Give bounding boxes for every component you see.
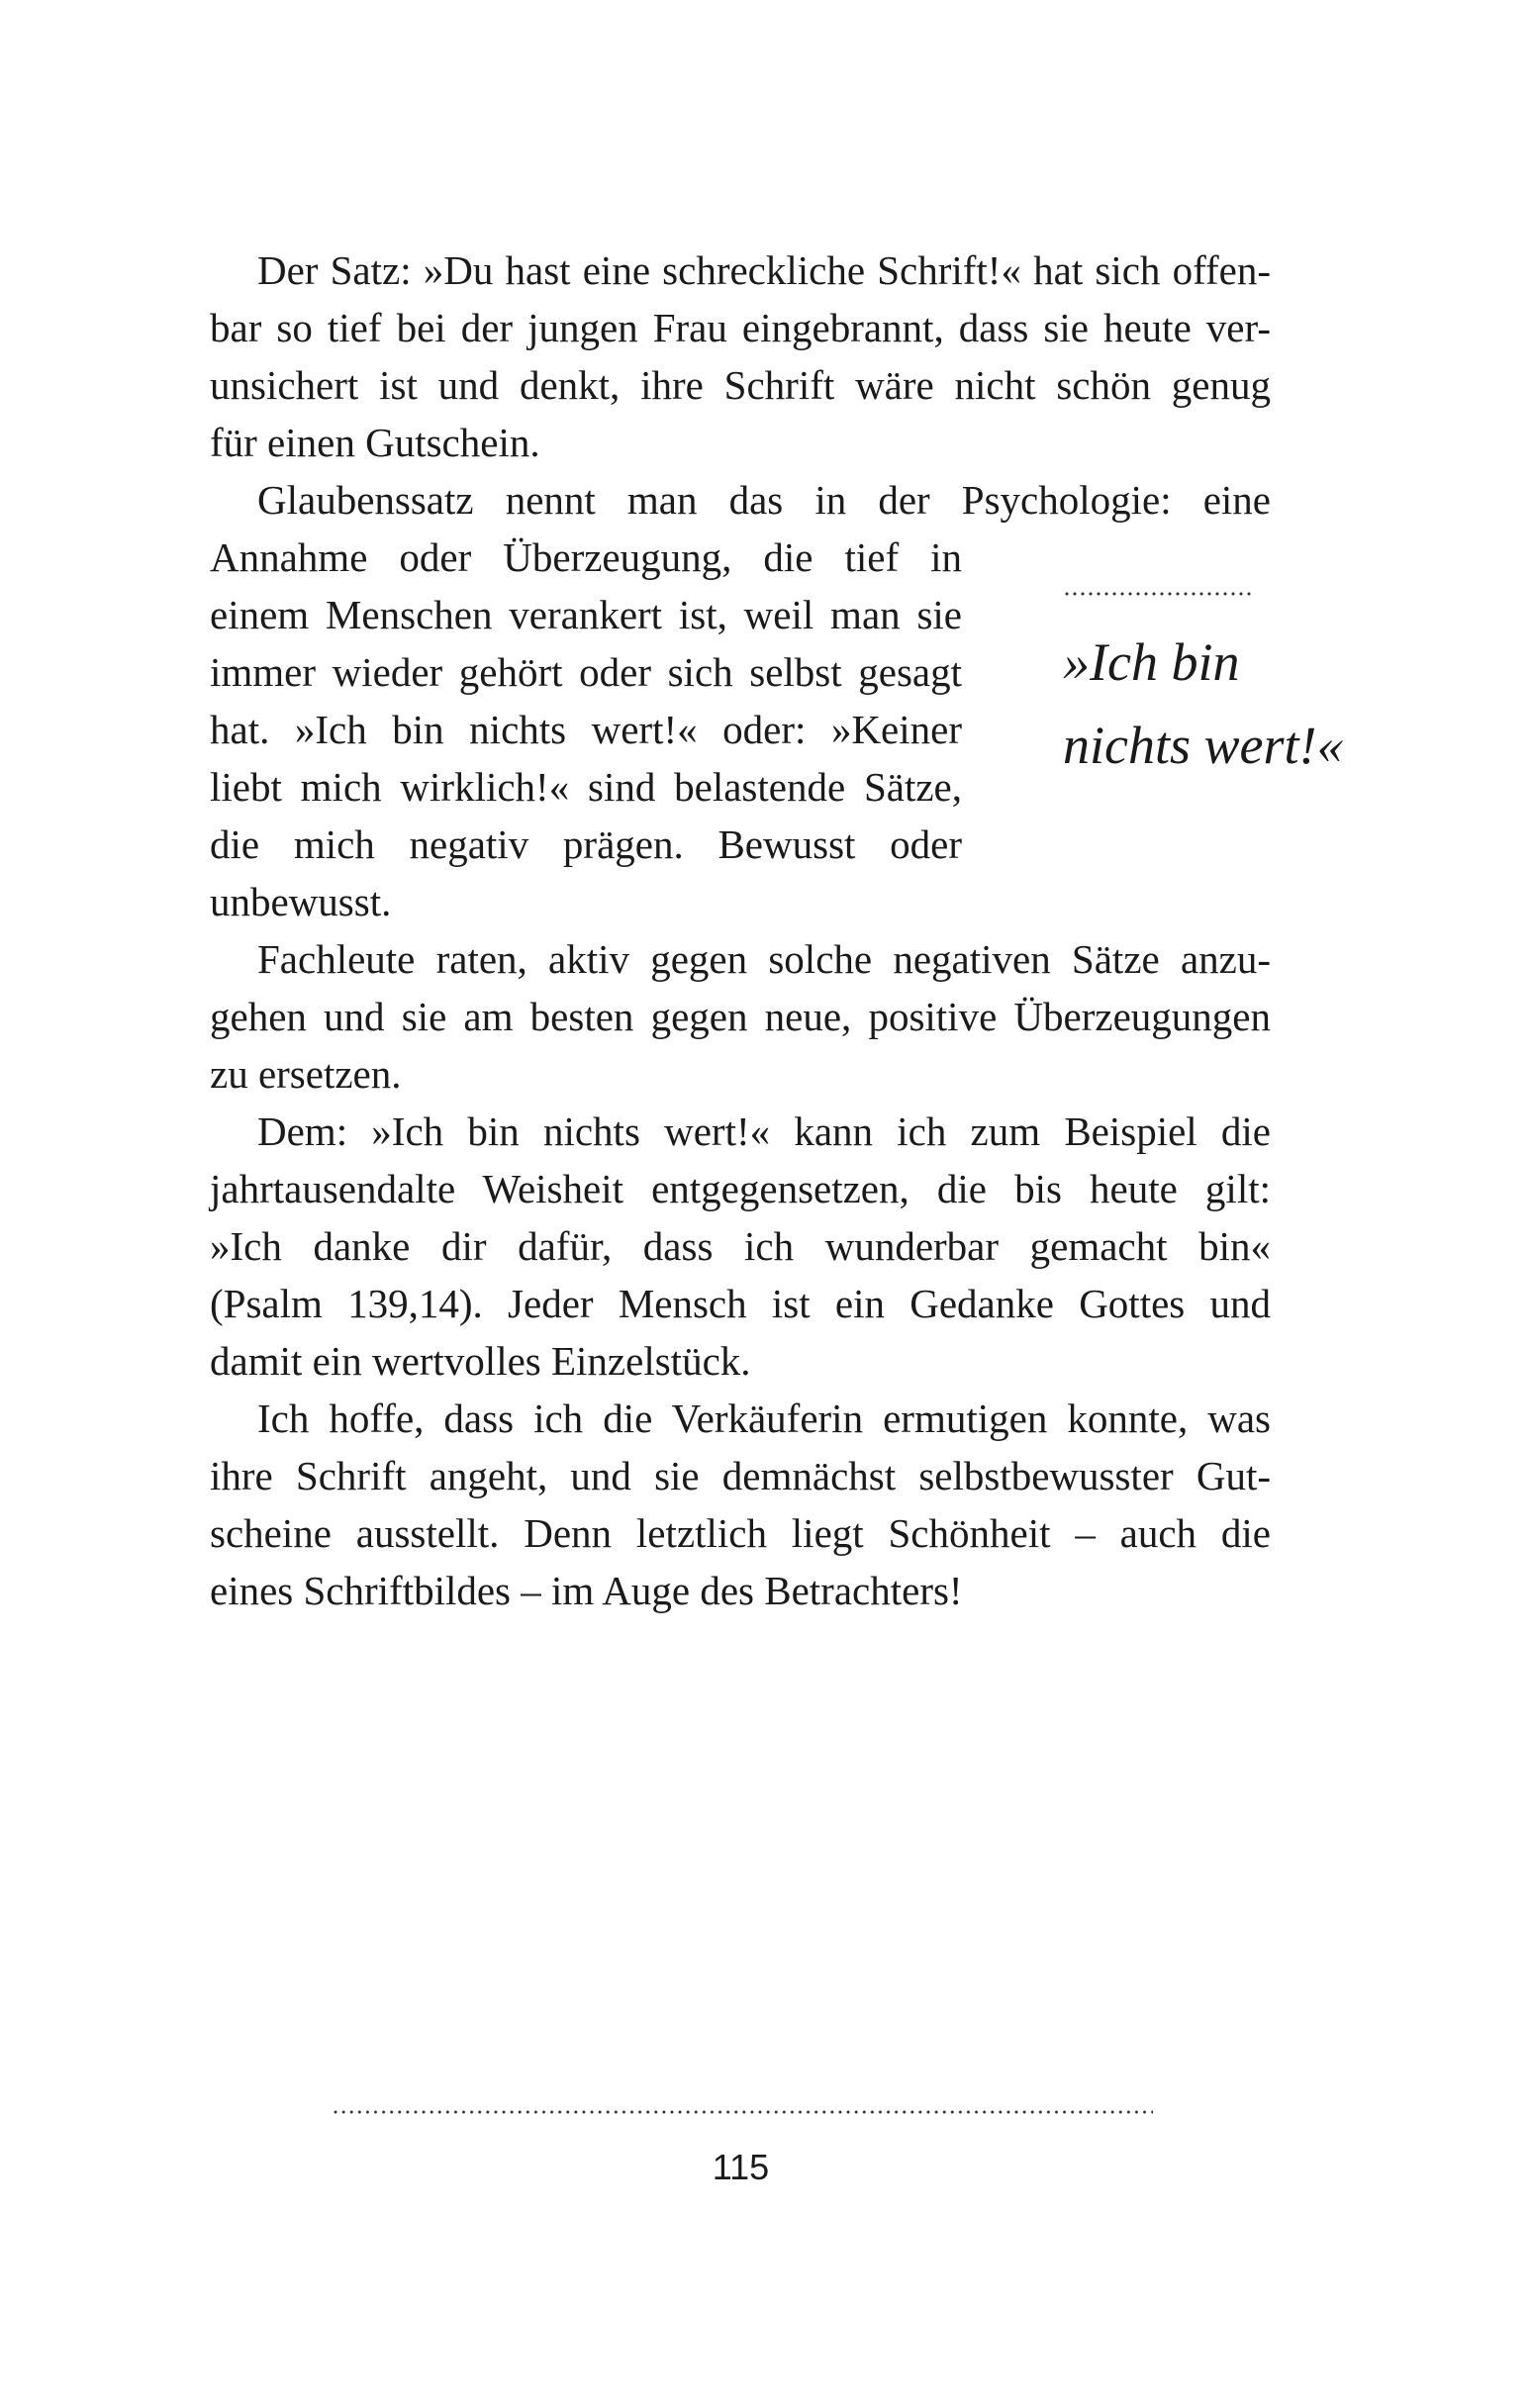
text-line: immer wieder gehört oder sich selbst gesagt: [210, 649, 962, 695]
text-line: gehen und sie am besten gegen neue, positive Überzeugungen: [210, 994, 1271, 1039]
text-line: Der Satz: »Du hast eine schreckliche Schrift!« hat sich offen-: [257, 247, 1271, 293]
text-line: zu ersetzen.: [210, 1051, 402, 1097]
pull-quote-line: nichts wert!«: [1063, 716, 1344, 775]
text-line: hat. »Ich bin nichts wert!« oder: »Keiner: [210, 707, 962, 752]
text-line: ihre Schrift angeht, und sie demnächst selbstbewusster Gut-: [210, 1453, 1271, 1498]
pull-quote-dotted-rule: [1063, 592, 1251, 596]
text-line: scheine ausstellt. Denn letztlich liegt Schönheit – auch die: [210, 1510, 1271, 1556]
text-line: Ich hoffe, dass ich die Verkäuferin ermutigen konnte, was: [257, 1396, 1271, 1441]
text-line: Dem: »Ich bin nichts wert!« kann ich zum Beispiel die: [257, 1108, 1271, 1154]
text-line: eines Schriftbildes – im Auge des Betrachters!: [210, 1568, 963, 1613]
text-line: die mich negativ prägen. Bewusst oder: [210, 821, 962, 867]
text-line: Glaubenssatz nennt man das in der Psychologie: eine: [257, 477, 1271, 523]
pull-quote-line: »Ich bin: [1063, 632, 1240, 692]
text-line: Annahme oder Überzeugung, die tief in: [210, 534, 962, 580]
text-line: »Ich danke dir dafür, dass ich wunderbar gemacht bin«: [210, 1223, 1271, 1269]
text-line: (Psalm 139,14). Jeder Mensch ist ein Gedanke Gottes und: [210, 1281, 1271, 1326]
text-line: bar so tief bei der jungen Frau eingebrannt, dass sie heute ver-: [210, 305, 1271, 350]
footer-dotted-rule: [332, 2110, 1153, 2114]
text-line: unbewusst.: [210, 879, 392, 924]
text-line: liebt mich wirklich!« sind belastende Sätze,: [210, 764, 962, 810]
text-line: einem Menschen verankert ist, weil man sie: [210, 592, 962, 637]
text-line: unsichert ist und denkt, ihre Schrift wäre nicht schön genug: [210, 362, 1271, 408]
text-line: jahrtausendalte Weisheit entgegensetzen, die bis heute gilt:: [210, 1166, 1271, 1211]
page-number: 115: [712, 2147, 770, 2187]
text-line: damit ein wertvolles Einzelstück.: [210, 1338, 751, 1384]
text-line: Fachleute raten, aktiv gegen solche negativen Sätze anzu-: [257, 936, 1271, 982]
text-line: für einen Gutschein.: [210, 420, 540, 465]
